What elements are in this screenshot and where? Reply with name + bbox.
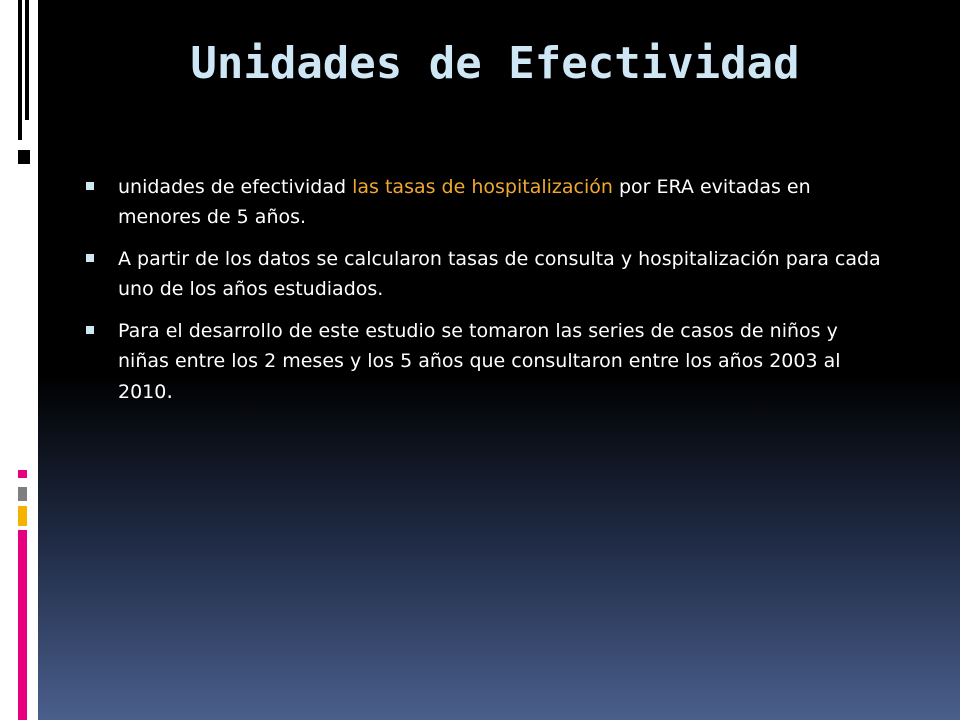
bullet-item-3 bbox=[82, 316, 882, 407]
square-bullet-icon bbox=[86, 254, 94, 262]
bullet-1-text-start: unidades de efectividad bbox=[118, 176, 353, 198]
decor-bar-dark-3 bbox=[18, 150, 30, 164]
square-bullet-icon bbox=[86, 326, 94, 334]
square-bullet-icon bbox=[86, 182, 94, 190]
decor-bar-magenta-long bbox=[18, 530, 27, 720]
decor-bar-magenta-small bbox=[18, 470, 27, 478]
decor-bar-dark-1 bbox=[18, 0, 22, 140]
slide-title: Unidades de Efectividad bbox=[190, 38, 800, 89]
decor-bar-yellow bbox=[18, 506, 27, 526]
bullet-2-text: A partir de los datos se calcularon tasas de consulta y hospitalización para cada uno de los años estudiados. bbox=[118, 248, 881, 300]
bullet-item-1 bbox=[82, 172, 882, 232]
decor-bar-dark-2 bbox=[25, 0, 29, 120]
bullet-3-text: Para el desarrollo de este estudio se tomaron las series de casos de niños y niñas entre los 2 meses y los 5 años que consultaron entre los años 2003 al 2010 bbox=[118, 320, 841, 403]
decor-bar-gray bbox=[18, 487, 27, 501]
bullet-1-text-end: por ERA evitadas en menores de 5 años. bbox=[118, 176, 811, 228]
bullet-1-highlight: las tasas de hospitalización bbox=[352, 176, 613, 198]
bullet-3-period: . bbox=[166, 379, 174, 403]
bullet-list bbox=[82, 172, 882, 419]
bullet-item-2 bbox=[82, 244, 882, 304]
decorative-bars bbox=[18, 0, 32, 720]
